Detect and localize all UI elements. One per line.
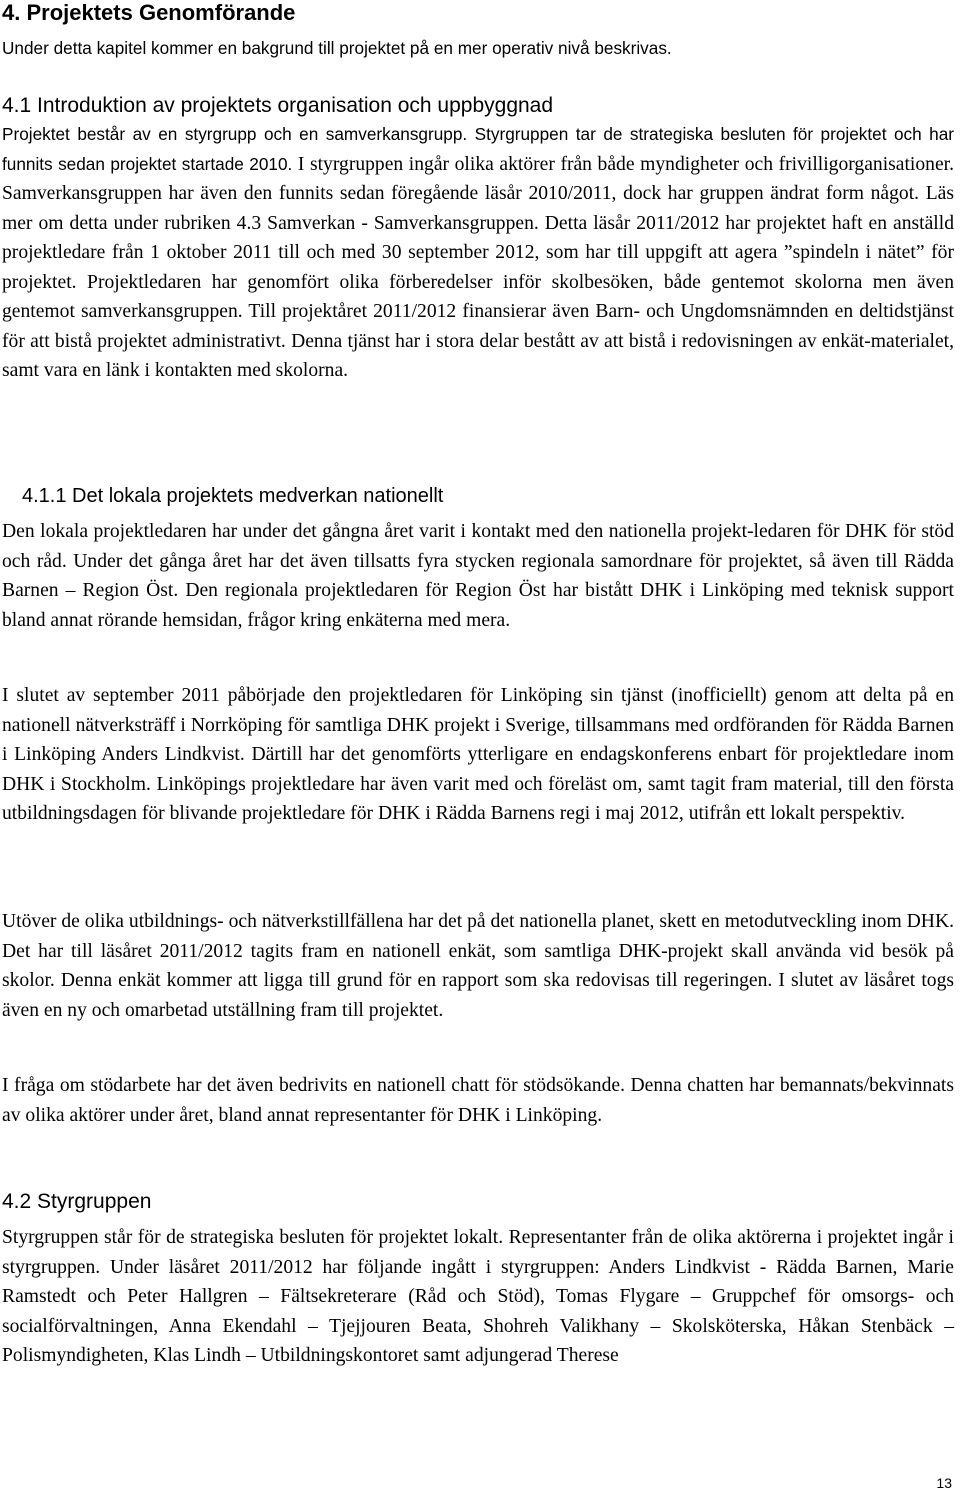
section-4-1-1-paragraph-1: Den lokala projektledaren har under det gångna året varit i kontakt med den nationella projekt-ledaren för DHK för stöd och råd. Under det gånga året har det även tillsatts fyra stycken regionala samordnare för projektet, så även till Rädda Barnen – Region Öst. Den regionala projektledaren för Region Öst har bistått DHK i Linköping med teknisk support bland annat rörande hemsidan, frågor kring enkäterna med mera. bbox=[2, 521, 954, 631]
section-4-1-paragraph-sans: Projektet består av en styrgrupp och en samverkansgrupp. Styrgruppen tar de strategiska besluten för projektet och har funnits sedan projektet startade 2010. bbox=[2, 124, 954, 174]
section-4-1-paragraph-rest: I styrgruppen ingår olika aktörer från både myndigheter och frivilligorganisationer. Samverkansgruppen har även den funnits sedan föregående läsår 2010/2011, dock har gruppen ändrat form något. Läs mer om detta under rubriken 4.3 Samverkan - Samverkansgruppen. Detta läsår 2011/2012 har projektet haft en anställd projektledare från 1 oktober 2011 till och med 30 september 2012, som har till uppgift att agera ”spindeln i nätet” för projektet. Projektledaren har genomfört olika förberedelser inför skolbesöken, både gentemot skolorna men även gentemot samverkansgruppen. Till projektåret 2011/2012 finansierar även Barn- och Ungdomsnämnden en deltidstjänst för att bistå projektet administrativt. Denna tjänst har i stora delar bestått av att bistå i redovisningen av enkät-materialet, samt vara en länk i kontakten med skolorna. bbox=[2, 153, 954, 381]
page-number: 13 bbox=[936, 1475, 952, 1491]
chapter-intro: Under detta kapitel kommer en bakgrund till projektet på en mer operativ nivå beskrivas. bbox=[2, 38, 672, 58]
section-4-1-1-paragraph-3: Utöver de olika utbildnings- och nätverkstillfällena har det på det nationella planet, skett en metodutveckling inom DHK. Det har till läsåret 2011/2012 tagits fram en nationell enkät, som samtliga DHK-projekt skall använda vid besök på skolor. Denna enkät kommer att ligga till grund för en rapport som ska redovisas till regeringen. I slutet av läsåret togs även en ny och omarbetad utställning fram till projektet. bbox=[2, 911, 954, 1021]
chapter-heading: 4. Projektets Genomförande bbox=[2, 0, 296, 25]
section-4-2-paragraph: Styrgruppen står för de strategiska besluten för projektet lokalt. Representanter från de olika aktörerna i projektet ingår i styrgruppen. Under läsåret 2011/2012 har följande ingått i styrgruppen: Anders Lindkvist - Rädda Barnen, Marie Ramstedt och Peter Hallgren – Fältsekreterare (Råd och Stöd), Tomas Flygare – Gruppchef för omsorgs- och socialförvaltningen, Anna Ekendahl – Tjejjouren Beata, Shohreh Valikhany – Skolsköterska, Håkan Stenbäck – Polismyndigheten, Klas Lindh – Utbildningskontoret samt adjungerad Therese bbox=[2, 1227, 954, 1366]
section-4-1-paragraph bbox=[2, 120, 954, 386]
section-4-1-heading: 4.1 Introduktion av projektets organisation och uppbyggnad bbox=[2, 94, 554, 117]
section-4-1-1-heading: 4.1.1 Det lokala projektets medverkan nationellt bbox=[22, 485, 444, 507]
section-4-2-heading: 4.2 Styrgruppen bbox=[2, 1190, 152, 1213]
section-4-1-1-paragraph-2: I slutet av september 2011 påbörjade den projektledaren för Linköping sin tjänst (inofficiellt) genom att delta på en nationell nätverksträff i Norrköping för samtliga DHK projekt i Sverige, tillsammans med ordföranden för Rädda Barnen i Linköping Anders Lindkvist. Därtill har det genomförts ytterligare en endagskonferens enbart för projektledare inom DHK i Stockholm. Linköpings projektledare har även varit med och föreläst om, samt tagit fram material, till den första utbildningsdagen för blivande projektledare för DHK i Rädda Barnens regi i maj 2012, utifrån ett lokalt perspektiv. bbox=[2, 685, 954, 824]
section-4-1-1-paragraph-4: I fråga om stödarbete har det även bedrivits en nationell chatt för stödsökande. Denna chatten har bemannats/bekvinnats av olika aktörer under året, bland annat representanter för DHK i Linköping. bbox=[2, 1075, 954, 1126]
